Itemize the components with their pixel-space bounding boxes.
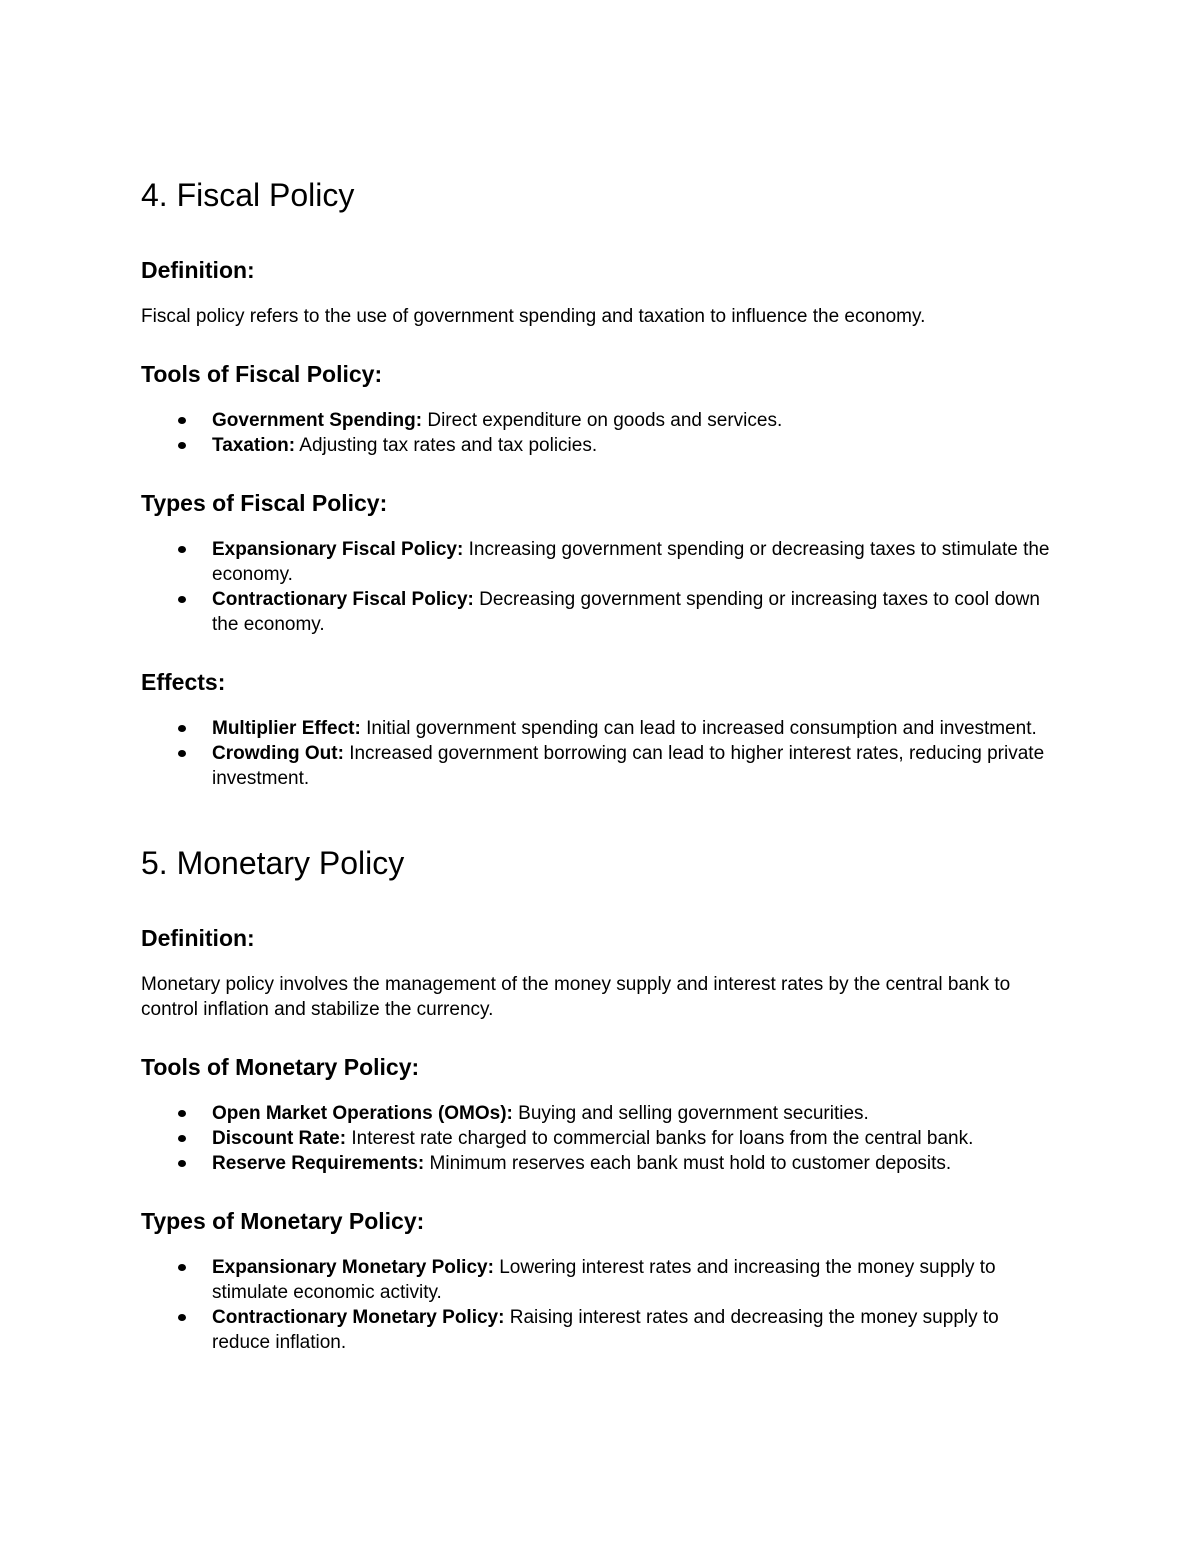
tools-list [141,408,1061,458]
bullet-icon [178,750,186,757]
item-text: Lowering interest rates and increasing the money supply to stimulate economic activity. [212,1257,996,1303]
monetary-policy-section [141,844,1061,1355]
item-term: Taxation: [212,435,296,456]
bullet-icon [178,1314,186,1321]
bullet-icon [178,1160,186,1167]
item-term: Open Market Operations (OMOs): [212,1103,513,1124]
list-item [212,587,1061,637]
item-text: Decreasing government spending or increasing taxes to cool down the economy. [212,589,1040,635]
list-item [212,716,1061,741]
list-item [212,537,1061,587]
fiscal-policy-section [141,176,1061,791]
definition-heading: Definition: [141,925,255,951]
definition-paragraph: Monetary policy involves the management of the money supply and interest rates by the central bank to control inflation and stabilize the currency. [141,974,1011,1020]
item-term: Government Spending: [212,410,423,431]
types-heading: Types of Fiscal Policy: [141,490,388,516]
item-term: Reserve Requirements: [212,1153,425,1174]
section-title: 4. Fiscal Policy [141,177,355,213]
bullet-icon [178,417,186,424]
tools-heading: Tools of Fiscal Policy: [141,361,383,387]
list-item [212,408,1061,433]
item-term: Discount Rate: [212,1128,347,1149]
bullet-icon [178,596,186,603]
item-term: Expansionary Fiscal Policy: [212,539,464,560]
bullet-icon [178,442,186,449]
list-item [212,1101,1061,1126]
bullet-icon [178,1110,186,1117]
item-text: Minimum reserves each bank must hold to customer deposits. [424,1153,952,1174]
item-text: Raising interest rates and decreasing the money supply to reduce inflation. [212,1307,999,1353]
bullet-icon [178,725,186,732]
effects-heading: Effects: [141,669,226,695]
item-term: Contractionary Monetary Policy: [212,1307,505,1328]
item-term: Contractionary Fiscal Policy: [212,589,474,610]
list-item [212,1305,1061,1355]
item-text: Interest rate charged to commercial banks for loans from the central bank. [346,1128,974,1149]
tools-heading: Tools of Monetary Policy: [141,1054,420,1080]
list-item [212,1151,1061,1176]
item-term: Multiplier Effect: [212,718,361,739]
types-list [141,537,1061,637]
item-text: Direct expenditure on goods and services. [422,410,783,431]
list-item [212,741,1061,791]
list-item [212,1126,1061,1151]
bullet-icon [178,546,186,553]
item-term: Expansionary Monetary Policy: [212,1257,494,1278]
tools-list [141,1101,1061,1176]
item-term: Crowding Out: [212,743,344,764]
item-text: Adjusting tax rates and tax policies. [295,435,598,456]
item-text: Increasing government spending or decreasing taxes to stimulate the economy. [212,539,1050,585]
bullet-icon [178,1135,186,1142]
section-title: 5. Monetary Policy [141,845,405,881]
item-text: Buying and selling government securities. [512,1103,869,1124]
list-item [212,1255,1061,1305]
definition-heading: Definition: [141,257,255,283]
list-item [212,433,1061,458]
types-heading: Types of Monetary Policy: [141,1208,425,1234]
item-text: Increased government borrowing can lead to higher interest rates, reducing private investment. [212,743,1045,789]
item-text: Initial government spending can lead to increased consumption and investment. [360,718,1037,739]
definition-paragraph: Fiscal policy refers to the use of government spending and taxation to influence the economy. [141,306,926,327]
bullet-icon [178,1264,186,1271]
effects-list [141,716,1061,791]
types-list [141,1255,1061,1355]
